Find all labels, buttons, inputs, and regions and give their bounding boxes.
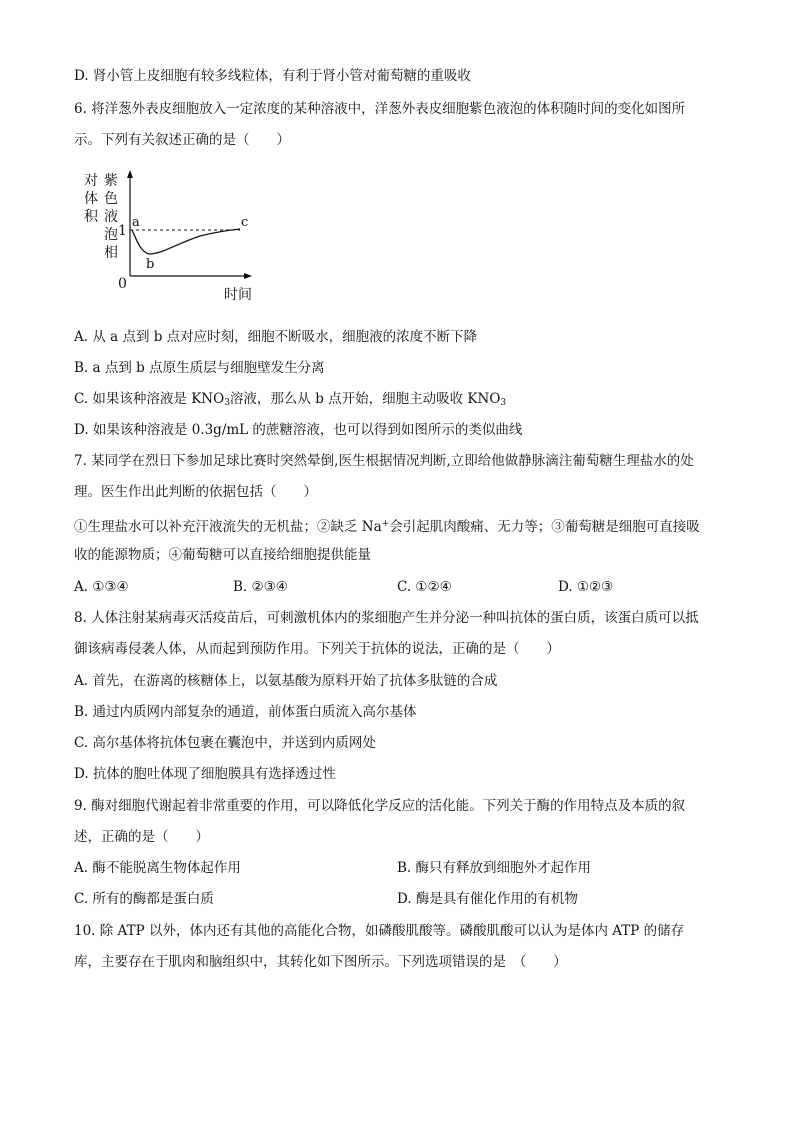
x-axis-arrow (244, 273, 252, 279)
ylabel-char: 色 (104, 191, 118, 207)
point-b-label: b (146, 257, 155, 272)
ylabel-char: 液 (104, 209, 118, 225)
q9-stem-line1: 9. 酶对细胞代谢起着非常重要的作用，可以降低化学反应的活化能。下列关于酶的作用特点及本质的叙 (74, 798, 686, 814)
q10-stem-line2: 库，主要存在于肌肉和脑组织中，其转化如下图所示。下列选项错误的是 （ ） (74, 954, 567, 970)
q6-stem-line1: 6. 将洋葱外表皮细胞放入一定浓度的某种溶液中，洋葱外表皮细胞紫色液泡的体积随时间的变化如图所 (74, 101, 686, 117)
ylabel-char: 体 (84, 191, 98, 207)
q8-option-a: A. 首先，在游离的核糖体上，以氨基酸为原料开始了抗体多肽链的合成 (74, 673, 498, 689)
q8-option-c: C. 高尔基体将抗体包裹在囊泡中，并送到内质网处 (74, 735, 376, 751)
q7-stem-line2: 理。医生作出此判断的依据包括（ ） (74, 484, 317, 500)
q7-option-d: D. ①②③ (558, 579, 614, 595)
ylabel-char: 相 (104, 245, 118, 261)
q8-option-b: B. 通过内质网内部复杂的通道，前体蛋白质流入高尔基体 (74, 704, 417, 720)
ylabel-char: 泡 (104, 227, 118, 243)
q7-option-c: C. ①②④ (397, 579, 452, 595)
q9-option-a: A. 酶不能脱离生物体起作用 (74, 860, 241, 876)
q9-stem-line2: 述，正确的是（ ） (74, 829, 209, 845)
q6-option-d: D. 如果该种溶液是 0.3g/mL 的蔗糖溶液，也可以得到如图所示的类似曲线 (74, 422, 523, 438)
q5-option-d: D. 肾小管上皮细胞有较多线粒体，有利于肾小管对葡萄糖的重吸收 (74, 68, 471, 84)
ylabel-char: 积 (84, 209, 98, 225)
q6-option-b: B. a 点到 b 点原生质层与细胞壁发生分离 (74, 360, 325, 376)
vacuole-volume-graph (74, 168, 274, 308)
q8-stem-line2: 御该病毒侵袭人体，从而起到预防作用。下列关于抗体的说法，正确的是（ ） (74, 641, 560, 657)
q7-option-b: B. ②③④ (233, 579, 288, 595)
q9-option-d: D. 酶是具有催化作用的有机物 (397, 891, 578, 907)
x-axis-label: 时间 (224, 287, 252, 303)
q7-stem-line1: 7. 某同学在烈日下参加足球比赛时突然晕倒,医生根据情况判断,立即给他做静脉滴注葡萄糖生理盐水的处 (74, 453, 694, 469)
y-axis-arrow (127, 170, 133, 178)
q6-stem-line2: 示。下列有关叙述正确的是（ ） (74, 132, 290, 148)
q8-stem-line1: 8. 人体注射某病毒灭活疫苗后，可刺激机体内的浆细胞产生并分泌一种叫抗体的蛋白质，该蛋白质可以抵 (74, 610, 699, 626)
q7-statements-line1: ①生理盐水可以补充汗液流失的无机盐；②缺乏 Na+会引起肌肉酸痛、无力等；③葡萄糖是细胞可直接吸 (74, 519, 700, 535)
q7-statements-line2: 收的能源物质；④葡萄糖可以直接给细胞提供能量 (74, 547, 371, 563)
q6-option-a: A. 从 a 点到 b 点对应时刻，细胞不断吸水，细胞液的浓度不断下降 (74, 329, 478, 345)
q10-stem-line1: 10. 除 ATP 以外，体内还有其他的高能化合物，如磷酸肌酸等。磷酸肌酸可以认为是体内 ATP 的储存 (74, 923, 685, 939)
origin-label: 0 (118, 276, 127, 292)
q9-option-c: C. 所有的酶都是蛋白质 (74, 891, 214, 907)
point-a-label: a (132, 215, 140, 230)
q9-option-b: B. 酶只有释放到细胞外才起作用 (397, 860, 592, 876)
q8-option-d: D. 抗体的胞吐体现了细胞膜具有选择透过性 (74, 766, 336, 782)
point-c-label: c (241, 215, 249, 230)
ylabel-char: 紫 (104, 173, 118, 189)
volume-curve (132, 229, 240, 254)
ylabel-char: 对 (84, 173, 98, 189)
ytick-label: 1 (118, 223, 127, 239)
q6-option-c: C. 如果该种溶液是 $KNO_3$溶液，那么从 b 点开始，细胞主动吸收 $KNO_3$ (74, 391, 507, 408)
q7-option-a: A. ①③④ (74, 579, 129, 595)
